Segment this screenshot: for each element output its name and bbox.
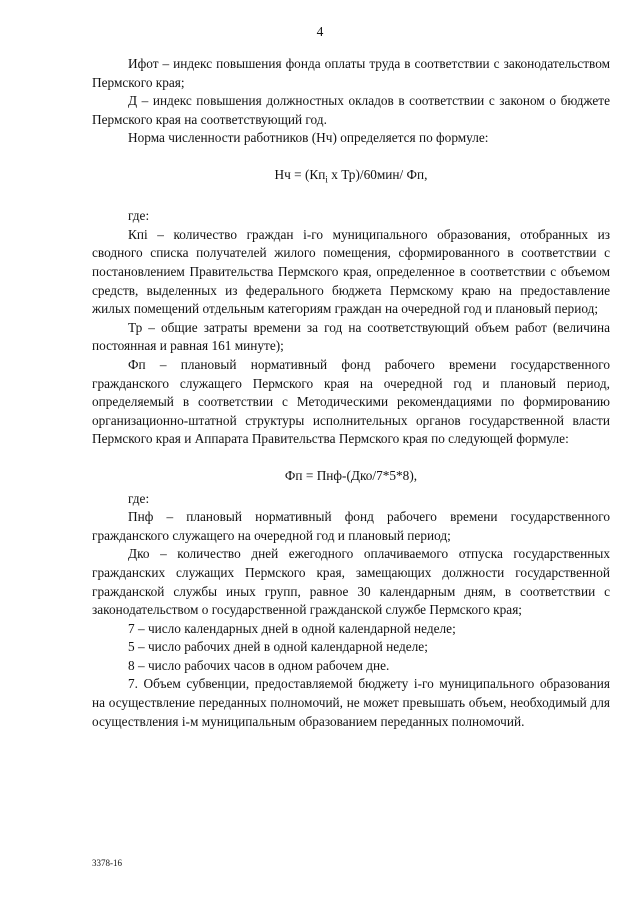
paragraph-tr: Тр – общие затраты времени за год на соответствующий объем работ (величина постоянная и равная 161 минуте);	[92, 319, 610, 354]
paragraph-kpi: Кпi – количество граждан i-го муниципального образования, отобранных из сводного списка получателей жилого помещения, сформированного в соответствии с постановлением Правительства Пермского края, определенное в соответствии с объемом средств, выделенных из федерального бюджета Пермскому краю на предоставление жилых помещений отдельным категориям граждан на очередной год и плановый период;	[92, 226, 610, 317]
paragraph-pnf: Пнф – плановый нормативный фонд рабочего времени государственного гражданского служащего на очередной год и плановый период;	[92, 509, 610, 543]
formula-nch	[92, 166, 610, 189]
paragraph-dko: Дко – количество дней ежегодного оплачиваемого отпуска государственных гражданских служащих Пермского края, замещающих должности государственной гражданской службы иных групп, равное 30 календарным дням, в соответствии с законодательством о государственной гражданской службе Пермского края;	[92, 546, 610, 618]
formula-fp: Фп = Пнф-(Дко/7*5*8),	[284, 467, 418, 483]
formula-nch-subscript: i	[325, 174, 328, 185]
paragraph-fp: Фп – плановый нормативный фонд рабочего времени государственного гражданского служащего Пермского края на очередной год и плановый период, определяемый в соответствии с Методическими рекомендациями по формированию организационно-штатной структуры исполнительных органов государственной власти Пермского края и Аппарата Правительства Пермского края по следующей формуле:	[92, 356, 610, 447]
document-body	[92, 55, 610, 731]
paragraph-ifot: Ифот – индекс повышения фонда оплаты труда в соответствии с законодательством Пермского края;	[92, 56, 610, 90]
formula-nch-suffix: х Тр)/60мин/ Фп,	[327, 166, 428, 182]
paragraph-five-days: 5 – число рабочих дней в одной календарной неделе;	[128, 639, 428, 655]
footer-document-code: 3378-16	[92, 858, 122, 868]
paragraph-seven-days: 7 – число календарных дней в одной календарной неделе;	[128, 620, 456, 636]
where-label-2: где:	[128, 490, 150, 506]
where-label-1: где:	[128, 208, 150, 224]
formula-nch-prefix: Нч = (Кп	[274, 166, 326, 182]
paragraph-eight-hours: 8 – число рабочих часов в одном рабочем дне.	[128, 657, 390, 673]
paragraph-norm-intro: Норма численности работников (Нч) определяется по формуле:	[128, 130, 489, 146]
paragraph-item-7: 7. Объем субвенции, предоставляемой бюджету i-го муниципального образования на осуществление переданных полномочий, не может превышать объем, необходимый для осуществления i-м муниципальным образованием переданных полномочий.	[92, 676, 610, 729]
page-number: 4	[316, 24, 324, 39]
paragraph-d-index: Д – индекс повышения должностных окладов в соответствии с законом о бюджете Пермского края на соответствующий год.	[92, 93, 610, 127]
